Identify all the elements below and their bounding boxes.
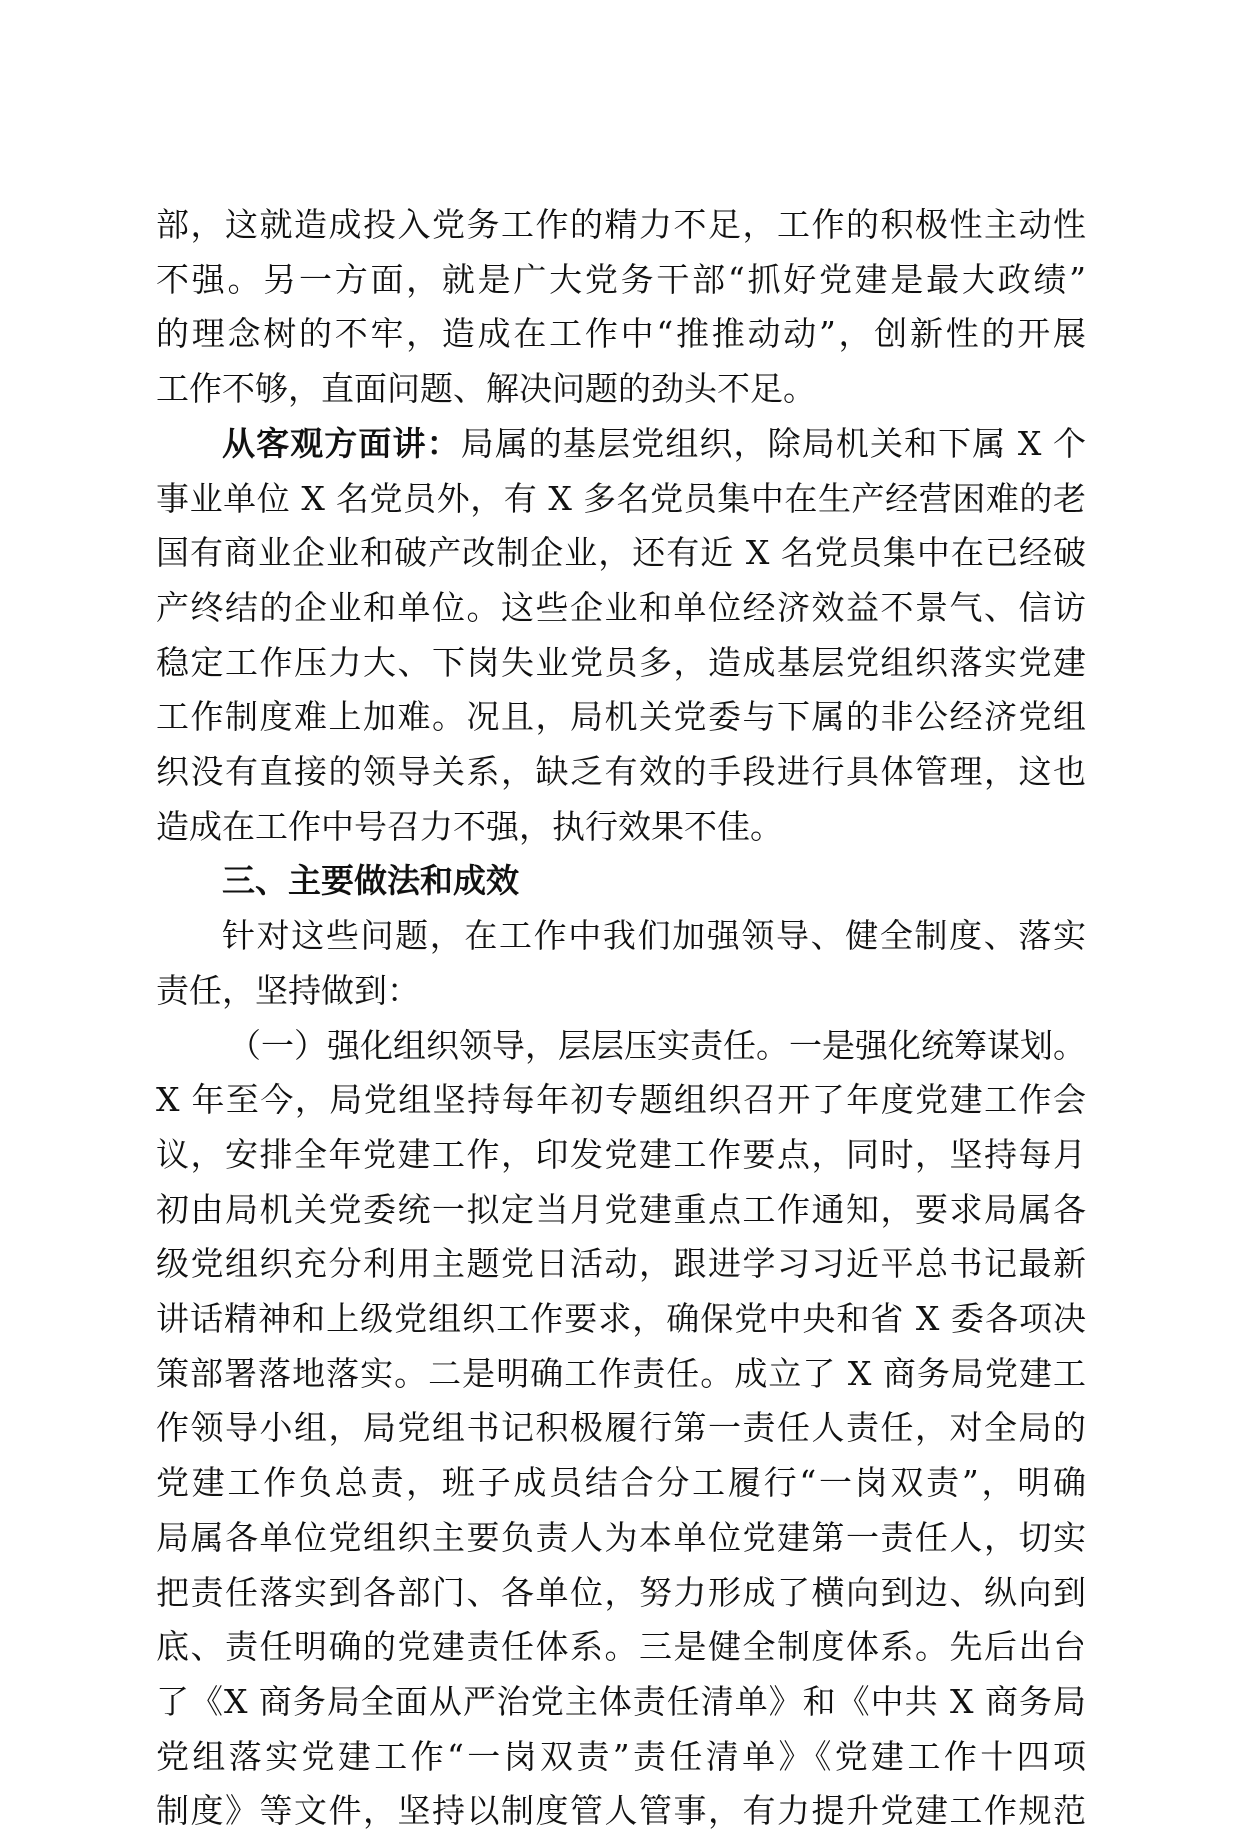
- text-line: 的理念树的不牢，造成在工作中“推推动动”，创新性的开展: [156, 314, 1086, 354]
- text-line: 责任，坚持做到：: [156, 970, 420, 1010]
- text-line: 初由局机关党委统一拟定当月党建重点工作通知，要求局属各: [156, 1189, 1086, 1229]
- text-line: 针对这些问题，在工作中我们加强领导、健全制度、落实: [222, 916, 1086, 956]
- text-line: X 年至今，局党组坚持每年初专题组织召开了年度党建工作会: [156, 1080, 1086, 1120]
- text-line: 局属各单位党组织主要负责人为本单位党建第一责任人，切实: [156, 1517, 1086, 1557]
- text-line: （一）强化组织领导，层层压实责任。一是强化统筹谋划。: [228, 1025, 1086, 1065]
- text-line: 国有商业企业和破产改制企业，还有近 X 名党员集中在已经破: [156, 533, 1086, 573]
- text-line: 把责任落实到各部门、各单位，努力形成了横向到边、纵向到: [156, 1572, 1086, 1612]
- text-line: 工作不够，直面问题、解决问题的劲头不足。: [156, 369, 816, 409]
- text-line: 稳定工作压力大、下岗失业党员多，造成基层党组织落实党建: [156, 642, 1086, 682]
- text-line: 级党组织充分利用主题党日活动，跟进学习习近平总书记最新: [156, 1244, 1086, 1284]
- text-line: 事业单位 X 名党员外，有 X 多名党员集中在生产经营困难的老: [156, 478, 1086, 518]
- paragraph: [156, 909, 1086, 1018]
- text-line: 了《X 商务局全面从严治党主体责任清单》和《中共 X 商务局: [156, 1681, 1086, 1721]
- text-line: 党组落实党建工作“一岗双责”责任清单》《党建工作十四项: [156, 1736, 1086, 1776]
- text-line: 部，这就造成投入党务工作的精力不足，工作的积极性主动性: [156, 205, 1086, 244]
- text-line: 工作制度难上加难。况且，局机关党委与下属的非公经济党组: [156, 697, 1086, 737]
- section-heading: [156, 854, 1086, 909]
- text-line: 产终结的企业和单位。这些企业和单位经济效益不景气、信访: [156, 587, 1086, 627]
- text-fragment: 局属的基层党组织，除局机关和下属 X 个: [460, 423, 1087, 463]
- text-line: 讲话精神和上级党组织工作要求，确保党中央和省 X 委各项决: [156, 1299, 1086, 1339]
- text-line: 造成在工作中号召力不强，执行效果不佳。: [156, 806, 783, 846]
- text-line: 制度》等文件，坚持以制度管人管事，有力提升党建工作规范: [156, 1791, 1086, 1831]
- text-line: [156, 417, 1086, 472]
- paragraph: [156, 417, 1086, 855]
- text-line: 作领导小组，局党组书记积极履行第一责任人责任，对全局的: [156, 1408, 1086, 1448]
- paragraph: [156, 198, 1086, 417]
- text-line: 党建工作负总责，班子成员结合分工履行“一岗双责”，明确: [156, 1463, 1086, 1503]
- paragraph: [156, 1019, 1086, 1839]
- paragraph-lead: 从客观方面讲：: [222, 423, 461, 463]
- document-page: [156, 198, 1086, 1839]
- text-line: 织没有直接的领导关系，缺乏有效的手段进行具体管理，这也: [156, 752, 1086, 792]
- text-line: 不强。另一方面，就是广大党务干部“抓好党建是最大政绩”: [156, 259, 1086, 299]
- text-line: 策部署落地落实。二是明确工作责任。成立了 X 商务局党建工: [156, 1353, 1086, 1393]
- heading-text: 三、主要做法和成效: [222, 861, 519, 901]
- text-line: 议，安排全年党建工作，印发党建工作要点，同时，坚持每月: [156, 1134, 1086, 1174]
- text-line: 底、责任明确的党建责任体系。三是健全制度体系。先后出台: [156, 1627, 1086, 1667]
